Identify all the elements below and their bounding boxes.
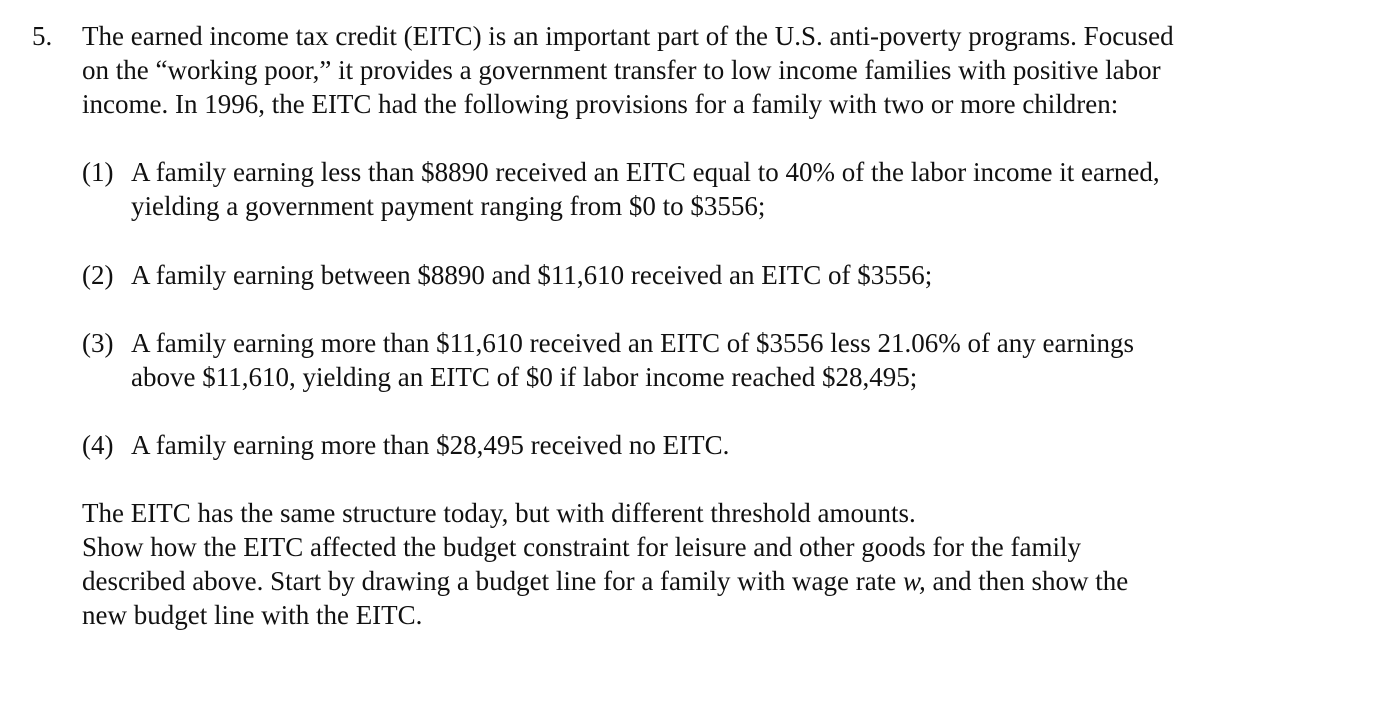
intro-line-3: income. In 1996, the EITC had the following provisions for a family with two or more children:: [82, 89, 1119, 119]
closing-line-1: The EITC has the same structure today, but with different threshold amounts.: [82, 498, 916, 528]
closing-line-4: new budget line with the EITC.: [82, 600, 423, 630]
closing-line-3-start: described above. Start by drawing a budget line for a family with wage rate: [82, 566, 903, 596]
wage-rate-variable: w,: [902, 566, 926, 596]
provision-label: (4): [82, 430, 114, 460]
intro-line-1: The earned income tax credit (EITC) is an important part of the U.S. anti-poverty programs. Focused: [82, 21, 1174, 51]
provision-label: (1): [82, 157, 114, 187]
provision-text: A family earning more than $28,495 received no EITC.: [131, 430, 730, 460]
closing-line-2: Show how the EITC affected the budget constraint for leisure and other goods for the family: [82, 532, 1081, 562]
intro-line-2: on the “working poor,” it provides a government transfer to low income families with positive labor: [82, 55, 1161, 85]
provision-text: A family earning more than $11,610 received an EITC of $3556 less 21.06% of any earnings: [131, 328, 1134, 358]
question-number: 5.: [32, 21, 53, 51]
provision-text: A family earning less than $8890 received an EITC equal to 40% of the labor income it earned,: [131, 157, 1160, 187]
provision-text: yielding a government payment ranging from $0 to $3556;: [131, 191, 766, 221]
closing-line-3-end: and then show the: [925, 566, 1129, 596]
provision-text: A family earning between $8890 and $11,610 received an EITC of $3556;: [131, 260, 933, 290]
provision-label: (2): [82, 260, 114, 290]
closing-line-3: [82, 564, 1128, 598]
provision-text: above $11,610, yielding an EITC of $0 if labor income reached $28,495;: [131, 362, 918, 392]
provision-label: (3): [82, 328, 114, 358]
